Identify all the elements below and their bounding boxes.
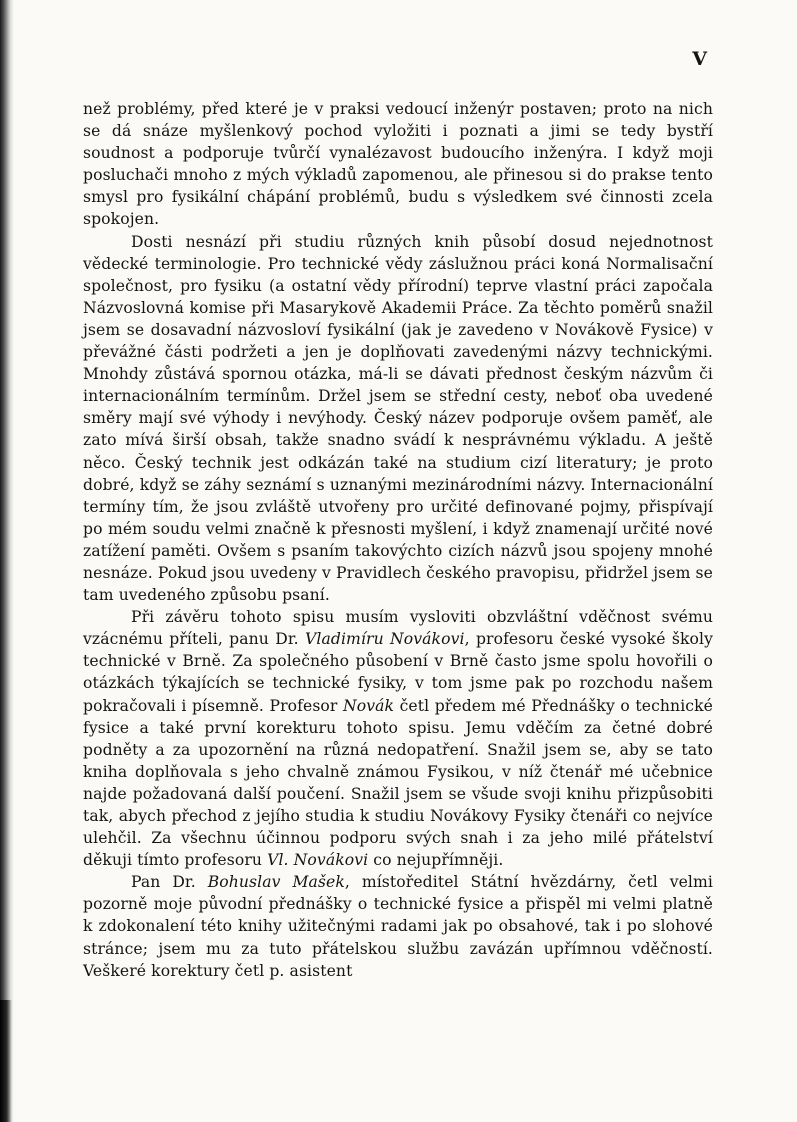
- italic-name: Vladimíru Novákovi: [305, 630, 465, 649]
- body-text: [83, 98, 713, 982]
- italic-name: Novák: [343, 696, 395, 715]
- text-segment: než problémy, před které je v praksi vedoucí inženýr postaven; proto na nich se dá snáze myšlenkový pochod vyložiti i poznati a jimi se tedy bystří soudnost a podporuje tvůrčí vynalézavost budoucího inženýra. I když moji posluchači mnoho z mých výkladů zapomenou, ale přinesou si do prakse tento smysl pro fysikální chápání problémů, budu s výsledkem své činnosti zcela spokojen.: [83, 100, 713, 229]
- text-segment: Při závěru tohoto spisu musím vysloviti obzvláštní vděčnost svému vzácnému příteli, panu Dr.: [83, 608, 713, 649]
- italic-name: Bohuslav Mašek: [207, 873, 345, 892]
- text-segment: Dosti nesnází při studiu různých knih působí dosud nejednotnost vědecké terminologie. Pro technické vědy záslužnou práci koná Normalisační společnost, pro fysiku (a ostatní vědy přírodní) teprve vlastní práci započala Názvoslovná komise při Masarykově Akademii Práce. Za těchto poměrů snažil jsem se dosavadní názvosloví fysikální (jak je zavedeno v Novákově Fysice) v převážné části podržeti a jen je doplňovati zavedenými názvy technickými. Mnohdy zůstává spornou otázka, má-li se dávati přednost českým názvům či internacionálním termínům. Držel jsem se střední cesty, neboť oba uvedené směry mají své výhody i nevýhody. Český název podporuje ovšem paměť, ale zato mívá širší obsah, takže snadno svádí k nesprávnému výkladu. A ještě něco. Český technik jest odkázán také na studium cizí literatury; je proto dobré, když se záhy seznámí s uznanými mezinárodními názvy. Internacionální termíny tím, že jsou zvláště utvořeny pro určité definované pojmy, přispívají po mém soudu velmi značně k přesnosti myšlení, i když znamenají určité nové zatížení paměti. Ovšem s psaním takovýchto cizích názvů jsou spojeny mnohé nesnáze. Pokud jsou uvedeny v Pravidlech českého pravopisu, přidržel jsem se tam uvedeného způsobu psaní.: [83, 232, 713, 605]
- page-edge-shadow: [0, 0, 14, 1122]
- paragraph-4: [83, 871, 713, 981]
- page-edge-shadow-lower: [0, 1000, 12, 1122]
- paragraph-3: [83, 606, 713, 871]
- text-segment: , profesoru české vysoké školy technické v Brně. Za společného působení v Brně často jsme spolu hovořili o otázkách týkajících se technické fysiky, v tom jsme pak po rozchodu našem pokračovali i písemně. Profesor: [83, 630, 713, 715]
- text-segment: co nejupřímněji.: [368, 851, 504, 870]
- italic-name: Vl. Novákovi: [267, 851, 369, 870]
- page-number: V: [692, 48, 707, 70]
- paragraph-2: [83, 231, 713, 607]
- text-segment: , místoředitel Státní hvězdárny, četl velmi pozorně moje původní přednášky o technické fysice a přispěl mi velmi platně k zdokonalení této knihy užitečnými radami jak po obsahové, tak i po slohové stránce; jsem mu za tuto přátelskou službu zavázán upřímnou vděčností. Veškeré korektury četl p. asistent: [83, 873, 713, 980]
- paragraph-1: [83, 98, 713, 231]
- text-segment: četl předem mé Přednášky o technické fysice a také první korekturu tohoto spisu. Jemu vděčím za četné dobré podněty a za upozornění na různá nedopatření. Snažil jsem se, aby se tato kniha doplňovala s jeho chvalně známou Fysikou, v níž čtenář mé učebnice najde požadovaná další poučení. Snažil jsem se všude svoji knihu přizpůsobiti tak, abych přechod z jejího studia k studiu Novákovy Fysiky čtenáři co nejvíce ulehčil. Za všechnu účinnou podporu svých snah i za jeho milé přátelství děkuji tímto profesoru: [83, 696, 713, 870]
- text-segment: Pan Dr.: [131, 873, 208, 892]
